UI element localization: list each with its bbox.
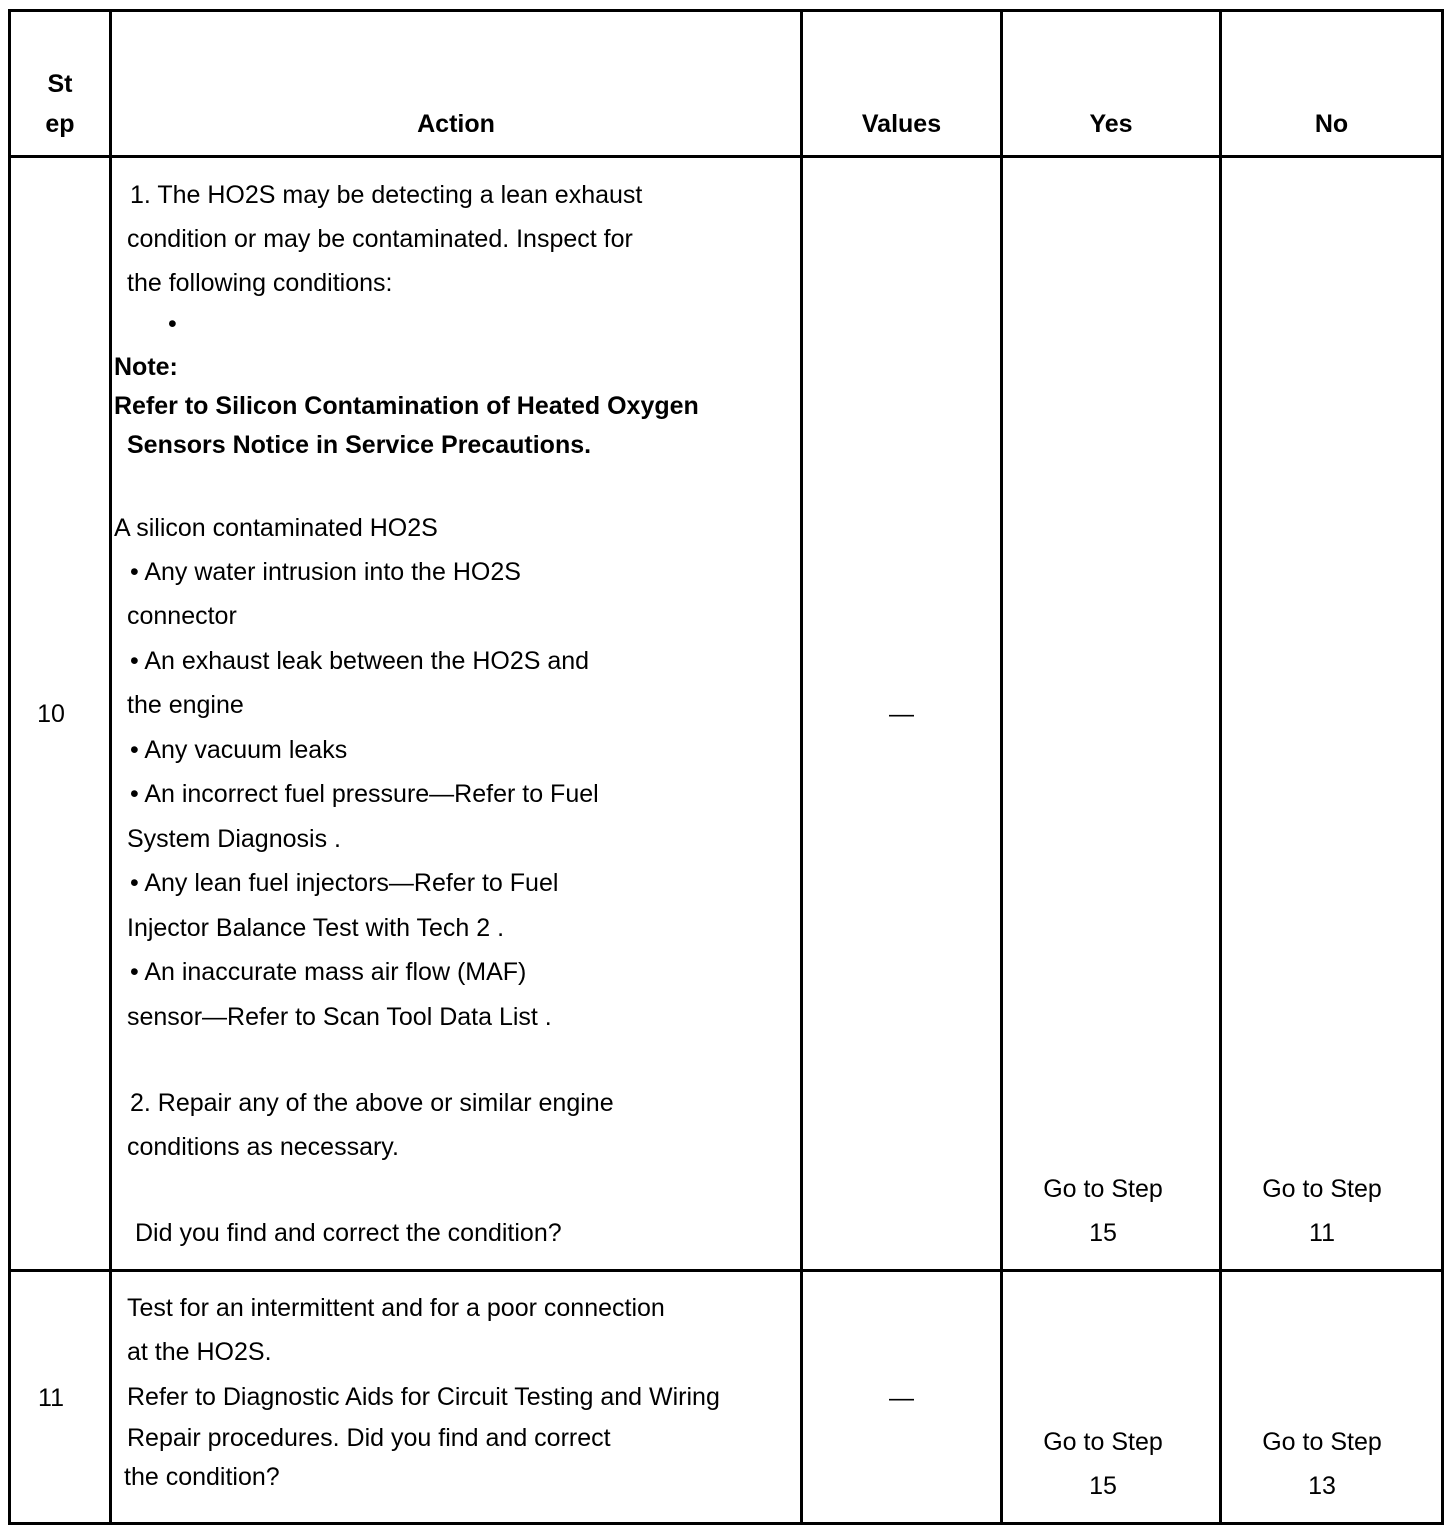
- no-cell: Go to Step: [1262, 1175, 1382, 1203]
- column-divider: [109, 9, 112, 1525]
- column-divider: [1000, 9, 1003, 1525]
- header-step-line2: ep: [45, 110, 75, 138]
- action-line: Injector Balance Test with Tech 2 .: [127, 914, 505, 942]
- action-line: Repair procedures. Did you find and correct: [127, 1424, 611, 1452]
- action-line: 1. The HO2S may be detecting a lean exhaust: [130, 181, 643, 209]
- yes-cell: Go to Step: [1043, 1175, 1163, 1203]
- column-divider: [1219, 9, 1222, 1525]
- table-border-right: [1441, 9, 1444, 1525]
- header-action: Action: [417, 110, 495, 138]
- table-border-top: [8, 9, 1444, 12]
- action-line: 2. Repair any of the above or similar engine: [130, 1089, 614, 1117]
- row-divider: [8, 1269, 1444, 1272]
- action-line: • Any lean fuel injectors—Refer to Fuel: [130, 869, 559, 897]
- bullet: •: [168, 310, 177, 338]
- action-line: at the HO2S.: [127, 1338, 272, 1366]
- header-values: Values: [861, 110, 942, 138]
- row-divider: [8, 155, 1444, 158]
- action-line: the engine: [127, 691, 244, 719]
- no-cell: 11: [1309, 1219, 1335, 1247]
- action-line: Test for an intermittent and for a poor connection: [127, 1294, 665, 1322]
- values-cell: —: [889, 700, 914, 728]
- note-text: Sensors Notice in Service Precautions.: [127, 431, 592, 459]
- header-step-line1: St: [47, 70, 73, 98]
- action-line: • An inaccurate mass air flow (MAF): [130, 958, 527, 986]
- column-divider: [800, 9, 803, 1525]
- yes-cell: 15: [1089, 1472, 1117, 1500]
- action-line: System Diagnosis .: [127, 825, 341, 853]
- action-line: conditions as necessary.: [127, 1133, 399, 1161]
- header-yes: Yes: [1089, 110, 1133, 138]
- yes-cell: Go to Step: [1043, 1428, 1163, 1456]
- action-line: A silicon contaminated HO2S: [114, 514, 438, 542]
- note-text: Refer to Silicon Contamination of Heated Oxygen: [114, 392, 699, 420]
- action-line: connector: [127, 602, 237, 630]
- action-line: Refer to Diagnostic Aids for Circuit Testing and Wiring: [127, 1383, 720, 1411]
- step-number: 10: [37, 700, 65, 728]
- yes-cell: 15: [1089, 1219, 1117, 1247]
- no-cell: 13: [1308, 1472, 1336, 1500]
- action-line: • Any water intrusion into the HO2S: [130, 558, 521, 586]
- action-line: • An incorrect fuel pressure—Refer to Fuel: [130, 780, 599, 808]
- no-cell: Go to Step: [1262, 1428, 1382, 1456]
- step-number: 11: [38, 1384, 64, 1412]
- action-line: condition or may be contaminated. Inspect for: [127, 225, 633, 253]
- table-border-left: [8, 9, 11, 1525]
- action-line: • Any vacuum leaks: [130, 736, 348, 764]
- diagnostic-table: [8, 9, 1444, 1525]
- question-text: Did you find and correct the condition?: [135, 1219, 562, 1247]
- note-label: Note:: [114, 353, 178, 381]
- header-no: No: [1314, 110, 1349, 138]
- action-line: the following conditions:: [127, 269, 393, 297]
- values-cell: —: [889, 1384, 914, 1412]
- action-line: the condition?: [124, 1463, 280, 1491]
- table-border-bottom: [8, 1522, 1444, 1525]
- action-line: • An exhaust leak between the HO2S and: [130, 647, 590, 675]
- action-line: sensor—Refer to Scan Tool Data List .: [127, 1003, 552, 1031]
